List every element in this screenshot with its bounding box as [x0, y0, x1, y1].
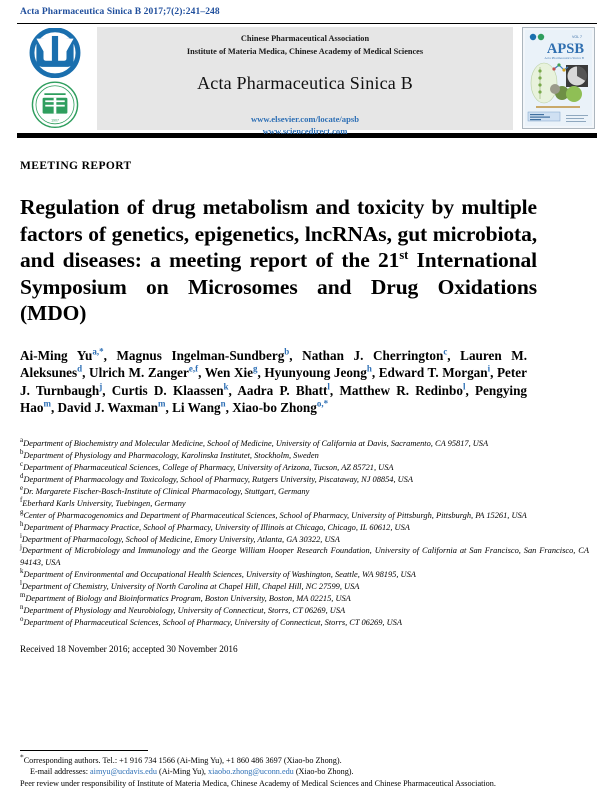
email-link-1[interactable]: aimyu@ucdavis.edu: [90, 767, 157, 777]
affiliation-text: Department of Environmental and Occupational Health Sciences, University of Washington, Seattle, WA 98195, USA: [23, 570, 416, 580]
footnote-divider: [20, 750, 148, 751]
affiliation-item: [20, 486, 589, 498]
email-label: E-mail addresses:: [30, 767, 88, 777]
author-name: David J. Waxman: [57, 400, 159, 416]
email-link-2[interactable]: xiaobo.zhong@uconn.edu: [208, 767, 294, 777]
author-affiliation-marker: a,*: [92, 346, 104, 357]
affiliation-item: [20, 545, 589, 569]
affiliation-marker: i: [20, 532, 22, 540]
author-affiliation-marker: l: [462, 381, 466, 392]
author-name: Peter J. Turnbaugh: [20, 365, 527, 398]
affiliation-marker: c: [20, 460, 24, 468]
corresponding-marker: *: [20, 752, 24, 762]
affiliation-marker: e: [20, 484, 24, 492]
affiliation-marker: d: [20, 472, 24, 480]
author-affiliation-marker: l: [327, 381, 330, 392]
affiliation-item: [20, 510, 589, 522]
email-owner-2: (Xiao-bo Zhong).: [295, 767, 354, 777]
author-affiliation-marker: d: [77, 363, 83, 374]
svg-text:1907: 1907: [51, 119, 59, 124]
author-name: Ai-Ming Yu: [20, 347, 93, 363]
affiliation-item: [20, 474, 589, 486]
author-name: Hyunyoung Jeong: [264, 365, 367, 381]
page-title: [17, 194, 597, 327]
svg-text:APSB: APSB: [546, 41, 584, 57]
author-name: Aadra P. Bhatt: [237, 382, 328, 398]
association-line-1: Chinese Pharmaceutical Association: [240, 34, 370, 43]
affiliation-item: [20, 617, 589, 629]
author-affiliation-marker: c: [443, 346, 448, 357]
received-dates: Received 18 November 2016; accepted 30 November 2016: [20, 644, 238, 655]
author-affiliation-marker: i: [487, 363, 491, 374]
affiliation-item: [20, 534, 589, 546]
affiliation-item: [20, 593, 589, 605]
author-affiliation-marker: e,f: [188, 363, 199, 374]
corresponding-authors-note: [20, 752, 597, 766]
affiliation-text: Department of Physiology and Neurobiology, University of Connecticut, Storrs, CT 06269, USA: [23, 606, 346, 616]
svg-text:Acta Pharmaceutica Sinica B: Acta Pharmaceutica Sinica B: [543, 56, 584, 60]
author-name: Ulrich M. Zanger: [89, 365, 189, 381]
chinese-pharmaceutical-association-logo: [20, 28, 90, 78]
affiliation-marker: b: [20, 449, 24, 457]
affiliation-text: Department of Pharmacy Practice, School of Pharmacy, University of Illinois at Chicago, Chicago, IL 60612, USA: [23, 522, 410, 532]
affiliation-text: Eberhard Karls University, Tuebingen, Germany: [22, 498, 186, 508]
journal-masthead: [17, 27, 597, 136]
affiliation-marker: a: [20, 437, 24, 445]
header-rule: [17, 23, 597, 24]
association-line-2: Institute of Materia Medica, Chinese Academy of Medical Sciences: [186, 46, 424, 56]
author-affiliation-marker: m: [43, 398, 51, 409]
affiliation-marker: f: [20, 496, 23, 504]
affiliation-marker: o: [20, 616, 24, 624]
journal-cover-thumbnail: [519, 27, 597, 130]
peer-review-note: Peer review under responsibility of Institute of Materia Medica, Chinese Academy of Medical Sciences and Chinese Pharmaceutical Association.: [20, 778, 496, 788]
email-owner-1: (Ai-Ming Yu),: [158, 767, 206, 777]
author-affiliation-marker: g: [252, 363, 258, 374]
affiliation-text: Department of Pharmaceutical Sciences, College of Pharmacy, University of Arizona, Tucson, AZ 85721, USA: [23, 462, 394, 472]
institute-of-materia-medica-logo: [27, 80, 83, 130]
affiliation-marker: g: [20, 508, 24, 516]
author-affiliation-marker: b: [284, 346, 290, 357]
running-head: Acta Pharmaceutica Sinica B 2017;7(2):241–248: [20, 7, 220, 17]
title-ordinal-suffix: st: [399, 247, 409, 262]
author-name: Nathan J. Cherrington: [302, 347, 444, 363]
affiliation-item: [20, 462, 589, 474]
author-name: Li Wang: [172, 400, 221, 416]
affiliation-text: Department of Chemistry, University of North Carolina at Chapel Hill, Chapel Hill, NC 27599, USA: [21, 582, 360, 592]
affiliation-item: [20, 605, 589, 617]
author-name: Lauren M. Aleksunes: [20, 347, 528, 381]
affiliation-list: [17, 438, 597, 629]
title-part-1: Regulation of drug metabolism and toxicity by multiple factors of genetics, epigenetics, lncRNAs, gut microbiota, and diseases: a meeting report of the 21: [20, 195, 537, 272]
author-name: Matthew R. Redinbo: [339, 382, 463, 398]
affiliation-item: [20, 569, 589, 581]
author-affiliation-marker: n: [220, 398, 226, 409]
author-affiliation-marker: k: [223, 381, 229, 392]
affiliation-marker: k: [20, 568, 24, 576]
affiliation-text: Department of Biochemistry and Molecular Medicine, School of Medicine, University of California at Davis, Sacramento, CA 95817, USA: [23, 438, 489, 448]
author-name: Wen Xie: [204, 365, 253, 381]
email-addresses-note: [20, 766, 597, 777]
author-affiliation-marker: j: [99, 381, 103, 392]
affiliation-text: Dr. Margarete Fischer-Bosch-Institute of Clinical Pharmacology, Stuttgart, Germany: [23, 486, 310, 496]
affiliation-item: [20, 522, 589, 534]
affiliation-marker: h: [20, 520, 24, 528]
affiliation-marker: j: [20, 544, 22, 552]
elsevier-link[interactable]: www.elsevier.com/locate/apsb: [250, 114, 360, 124]
footnote-block: [17, 750, 597, 789]
affiliation-item: [20, 450, 589, 462]
sciencedirect-link[interactable]: www.sciencedirect.com: [262, 125, 348, 136]
apsb-cover-image: [522, 27, 595, 129]
author-affiliation-marker: h: [366, 363, 372, 374]
masthead-center: [97, 27, 513, 136]
masthead-logos: [17, 27, 93, 130]
affiliation-text: Department of Microbiology and Immunology and the George William Hooper Research Foundation, University of California at San Francisco, San Francisco, CA 94143, USA: [20, 546, 589, 568]
affiliation-text: Department of Pharmacology, School of Medicine, Emory University, Atlanta, GA 30322, USA: [21, 534, 340, 544]
title-part-2: International Symposium on Microsomes and Drug Oxidations (MDO): [20, 248, 537, 325]
affiliation-marker: l: [20, 580, 22, 588]
masthead-links: [251, 114, 359, 137]
author-name: Edward T. Morgan: [378, 365, 488, 381]
masthead-association: [187, 33, 423, 58]
corresponding-authors-text: Corresponding authors. Tel.: +1 916 734 1566 (Ai-Ming Yu), +1 860 486 3697 (Xiao-bo Zhong).: [23, 755, 342, 765]
author-name: Pengying Hao: [20, 382, 528, 416]
affiliation-text: Department of Pharmacology and Toxicology, School of Pharmacy, Rutgers University, Piscataway, NJ 08854, USA: [23, 474, 413, 484]
author-name: Magnus Ingelman-Sundberg: [116, 347, 285, 363]
affiliation-text: Center of Pharmacogenomics and Department of Pharmaceutical Sciences, School of Pharmacy, University of Pittsburgh, Pittsburgh, PA 15261, USA: [23, 510, 527, 520]
affiliation-marker: n: [20, 604, 24, 612]
author-name: Curtis D. Klaassen: [111, 382, 224, 398]
svg-text:VOL 7: VOL 7: [571, 35, 582, 39]
affiliation-item: [20, 581, 589, 593]
journal-title: Acta Pharmaceutica Sinica B: [197, 73, 413, 93]
affiliation-text: Department of Biology and Bioinformatics Program, Boston University, Boston, MA 02215, USA: [25, 594, 351, 604]
affiliation-item: [20, 438, 589, 450]
article-type-label: MEETING REPORT: [20, 160, 132, 172]
affiliation-marker: m: [20, 592, 26, 600]
author-list: Ai-Ming $Yu^{a,*}$, Magnus Ingelman-Sundberg$^b$, Nathan J. Cherrington$^c$, Lauren M. Aleksunes$^d$, Ulrich M. Zanger$^{e,f}$, Wen Xie$^g$, Hyunyoung Jeong$^h$, Edward T. Morgan$^i$, Peter J. Turnbaugh$^j$, Curtis D. Klaassen$^k$, Aadra P. Bhatt$^l$, Matthew R. Redinbo$^l$, Pengying Hao$^m$, David J. Waxman$^m$, Li Wang$^n$, Xiao-bo Zhong$^{o,*}$: [20, 346, 528, 416]
author-affiliation-marker: o,*: [316, 398, 329, 409]
author-affiliation-marker: m: [158, 398, 166, 409]
author-name: Xiao-bo Zhong: [232, 400, 317, 416]
affiliation-item: [20, 498, 589, 510]
affiliation-text: Department of Pharmaceutical Sciences, School of Pharmacy, University of Connecticut, Storrs, CT 06269, USA: [23, 618, 402, 628]
affiliation-text: Department of Physiology and Pharmacology, Karolinska Institutet, Stockholm, Sweden: [23, 450, 319, 460]
